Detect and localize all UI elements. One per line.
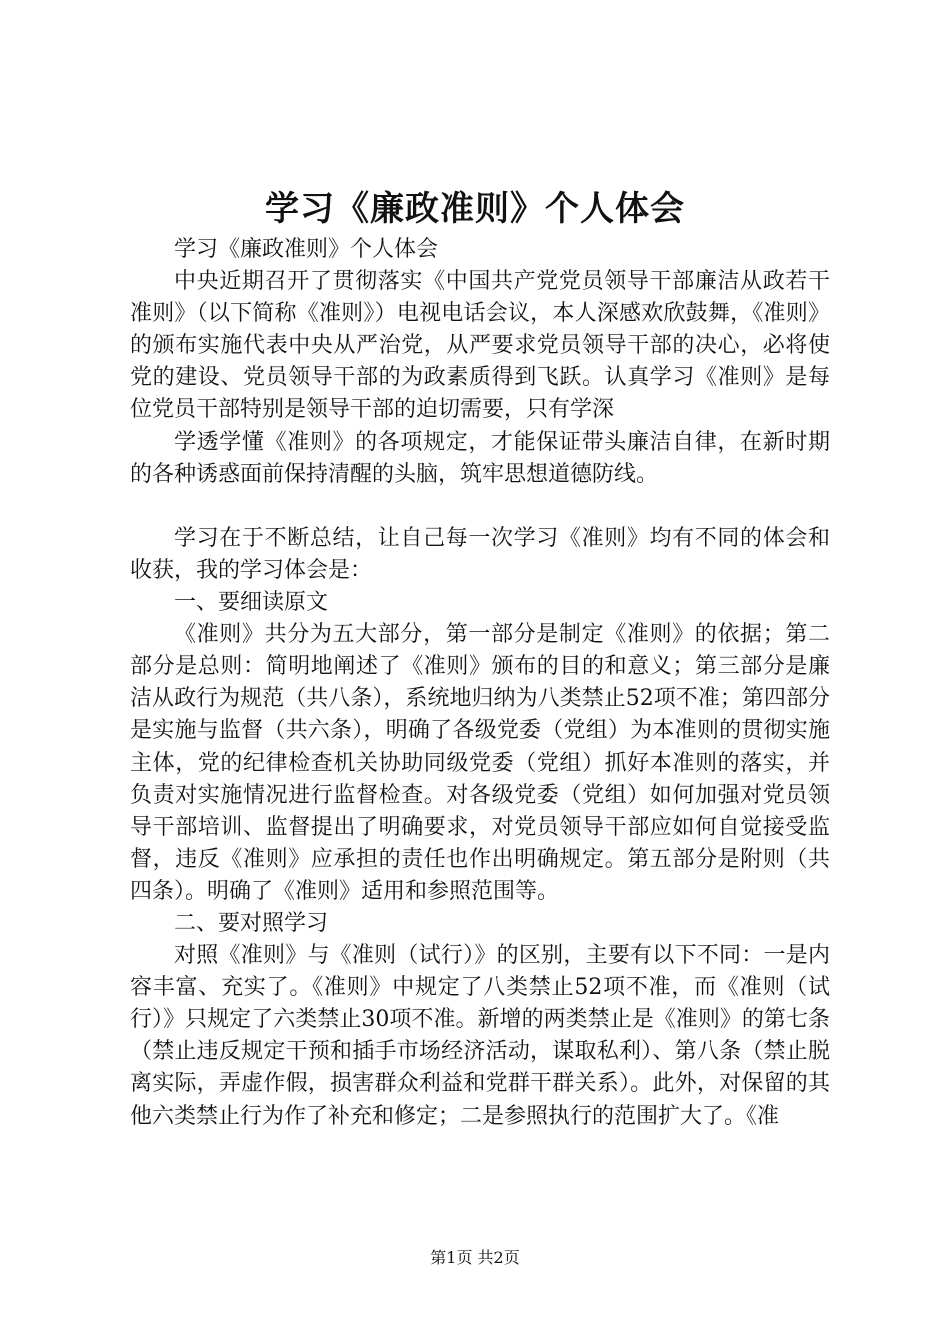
- section-heading-2: 二、要对照学习: [174, 910, 329, 936]
- paragraph: 对照《准则》与《准则（试行）》的区别，主要有以下不同：一是内容丰富、充实了。《准则》中规定了八类禁止52项不准，而《准则（试行）》只规定了六类禁止30项不准。新增的两类禁止是《准则》的第七条（禁止违反规定干预和插手市场经济活动，谋取私利）、第八条（禁止脱离实际，弄虚作假，损害群众利益和党群干群关系）。此外，对保留的其他六类禁止行为作了补充和修定；二是参照执行的范围扩大了。《准: [130, 943, 830, 1129]
- paragraph: 学透学懂《准则》的各项规定，才能保证带头廉洁自律，在新时期的各种诱惑面前保持清醒的头脑，筑牢思想道德防线。: [130, 429, 830, 487]
- document-body: [130, 234, 830, 1133]
- blank-line: [130, 491, 830, 523]
- section-heading-1: 一、要细读原文: [174, 590, 329, 616]
- document-title: 学习《廉政准则》个人体会: [265, 189, 685, 229]
- page-number: 第1页: [430, 1248, 473, 1267]
- paragraph: 中央近期召开了贯彻落实《中国共产党党员领导干部廉洁从政若干准则》（以下简称《准则》）电视电话会议，本人深感欢欣鼓舞，《准则》的颁布实施代表中央从严治党，从严要求党员领导干部的决心，必将使党的建设、党员领导干部的为政素质得到飞跃。认真学习《准则》是每位党员干部特别是领导干部的迫切需要，只有学深: [130, 269, 830, 423]
- paragraph-subtitle: 学习《廉政准则》个人体会: [174, 237, 439, 262]
- paragraph: 学习在于不断总结，让自己每一次学习《准则》均有不同的体会和收获，我的学习体会是：: [130, 525, 830, 583]
- page-total: 共2页: [477, 1248, 520, 1267]
- paragraph: 《准则》共分为五大部分，第一部分是制定《准则》的依据；第二部分是总则：简明地阐述了《准则》颁布的目的和意义；第三部分是廉洁从政行为规范（共八条），系统地归纳为八类禁止52项不准；第四部分是实施与监督（共六条），明确了各级党委（党组）为本准则的贯彻实施主体，党的纪律检查机关协助同级党委（党组）抓好本准则的落实，并负责对实施情况进行监督检查。对各级党委（党组）如何加强对党员领导干部培训、监督提出了明确要求，对党员领导干部应如何自觉接受监督，违反《准则》应承担的责任也作出明确规定。第五部分是附则（共四条）。明确了《准则》适用和参照范围等。: [130, 622, 830, 904]
- page-footer: [0, 1248, 950, 1268]
